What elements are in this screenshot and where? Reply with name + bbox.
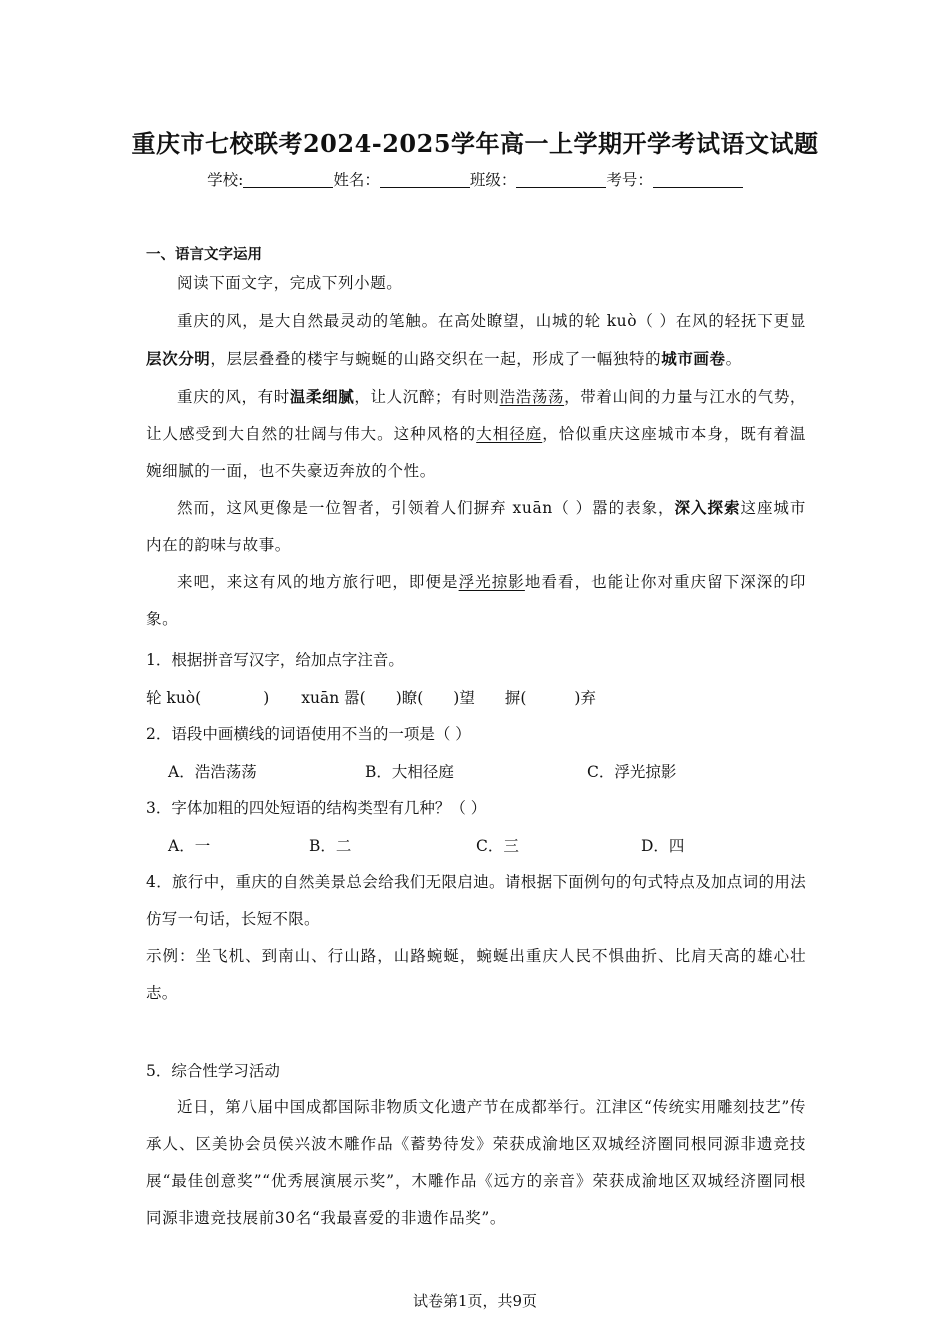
- q3-option-a[interactable]: A．一: [168, 837, 211, 855]
- p2-text-d: ，恰似重庆这座城市本身，既有着温婉细腻的一面，也不失豪迈奔放的个性。: [146, 425, 806, 480]
- page-footer: 试卷第1页，共9页: [412, 1292, 538, 1310]
- p3-text-b: 弃 xuān（ ）嚣的表象，: [490, 499, 675, 517]
- number-label: 考号：: [606, 171, 653, 189]
- reading-intro: 阅读下面文字，完成下列小题。: [177, 274, 403, 292]
- p4-text-a: 来吧，来这有风的地方旅行吧，即便是: [177, 573, 459, 591]
- q3-option-c[interactable]: C．三: [476, 837, 519, 855]
- p2-text-b: ，让人沉醉；有时则: [354, 388, 500, 406]
- q2-option-c[interactable]: C．浮光掠影: [587, 763, 677, 781]
- p2-text-a: 重庆的风，有时: [177, 388, 290, 406]
- underlined-phrase-1: 浩浩荡荡: [499, 388, 565, 406]
- question-1-answer-line: [146, 686, 806, 708]
- underlined-phrase-2: 大相径庭: [476, 425, 543, 443]
- p1-text-b: ，层层叠叠的楼宇与蜿蜒的山路交织在一起，形成了一幅独特的: [210, 350, 662, 368]
- section-heading: 一、语言文字运用: [146, 247, 262, 263]
- q3-option-d[interactable]: D．四: [641, 837, 685, 855]
- bold-phrase-1: 层次分明: [146, 349, 211, 368]
- q2-option-b[interactable]: B．大相径庭: [365, 763, 454, 781]
- question-2: 2．语段中画横线的词语使用不当的一项是（ ）: [146, 725, 471, 743]
- reading-paragraph-1: [146, 303, 806, 378]
- class-label: 班级：: [469, 171, 517, 189]
- student-info-line: [0, 168, 950, 190]
- p1-text-c: 。: [725, 350, 742, 368]
- q1-item-2: ): [263, 689, 270, 707]
- q1-item-1: 轮 kuò(: [146, 689, 202, 707]
- q3-option-b[interactable]: B．二: [309, 837, 352, 855]
- reading-paragraph-2: [146, 378, 806, 490]
- reading-paragraph-3: [146, 489, 806, 564]
- bold-phrase-3: 温柔细腻: [289, 387, 355, 406]
- question-1: 1．根据拼音写汉字，给加点字注音。: [146, 651, 404, 669]
- q1-item-6: 摒(: [504, 689, 527, 707]
- bold-phrase-2: 城市画卷: [661, 349, 726, 368]
- number-blank: [653, 171, 743, 188]
- reading-paragraph-4: [146, 564, 806, 638]
- question-5: 5．综合性学习活动: [146, 1062, 280, 1080]
- p4-text-b: 地看看，也能让你对重庆留下深深的印象。: [146, 573, 807, 628]
- q1-item-5: )望: [453, 689, 475, 707]
- p1-text-a: 重庆的风，是大自然最灵动的笔触。在高处瞭望，山城的轮 kuò（ ）在风的轻抚下更显: [177, 312, 806, 330]
- page-title: 重庆市七校联考2024-2025学年高一上学期开学考试语文试题: [131, 129, 819, 158]
- school-label: 学校:: [207, 171, 244, 189]
- question-3: 3．字体加粗的四处短语的结构类型有几种？（ ）: [146, 799, 487, 817]
- question-4-example: 示例：坐飞机、到南山、行山路，山路蜿蜒，蜿蜒出重庆人民不惧曲折、比肩天高的雄心壮志。: [146, 947, 806, 1002]
- q1-item-4: )瞭(: [395, 689, 424, 707]
- p3-text-c: 这座城市内在的韵味与故事。: [146, 499, 807, 554]
- p3-text-a: 然而，这风更像是一位智者，引领着人们摒: [177, 499, 491, 517]
- q1-item-3: xuān 嚣(: [301, 689, 366, 707]
- p2-text-c: ，带着山间的力量与江水的气势，让人感受到大自然的壮阔与伟大。这种风格的: [146, 388, 806, 443]
- question-4: 4．旅行中，重庆的自然美景总会给我们无限启迪。请根据下面例句的句式特点及加点词的用法仿写一句话，长短不限。: [146, 873, 806, 928]
- q2-option-a[interactable]: A．浩浩荡荡: [168, 763, 257, 781]
- class-blank: [516, 171, 606, 188]
- name-label: 姓名：: [333, 171, 380, 189]
- bold-phrase-4: 深入探索: [674, 498, 741, 517]
- underlined-phrase-3: 浮光掠影: [458, 573, 525, 591]
- name-blank: [380, 171, 470, 188]
- school-blank: [243, 171, 333, 188]
- q1-item-7: )弃: [574, 689, 596, 707]
- question-5-paragraph: 近日，第八届中国成都国际非物质文化遗产节在成都举行。江津区“传统实用雕刻技艺”传承人、区美协会员侯兴波木雕作品《蓄势待发》荣获成渝地区双城经济圈同根同源非遗竞技展“最佳创意奖”“优秀展演展示奖”，木雕作品《远方的亲音》荣获成渝地区双城经济圈同根同源非遗竞技展前30名“我最喜爱的非遗作品奖”。: [146, 1098, 806, 1227]
